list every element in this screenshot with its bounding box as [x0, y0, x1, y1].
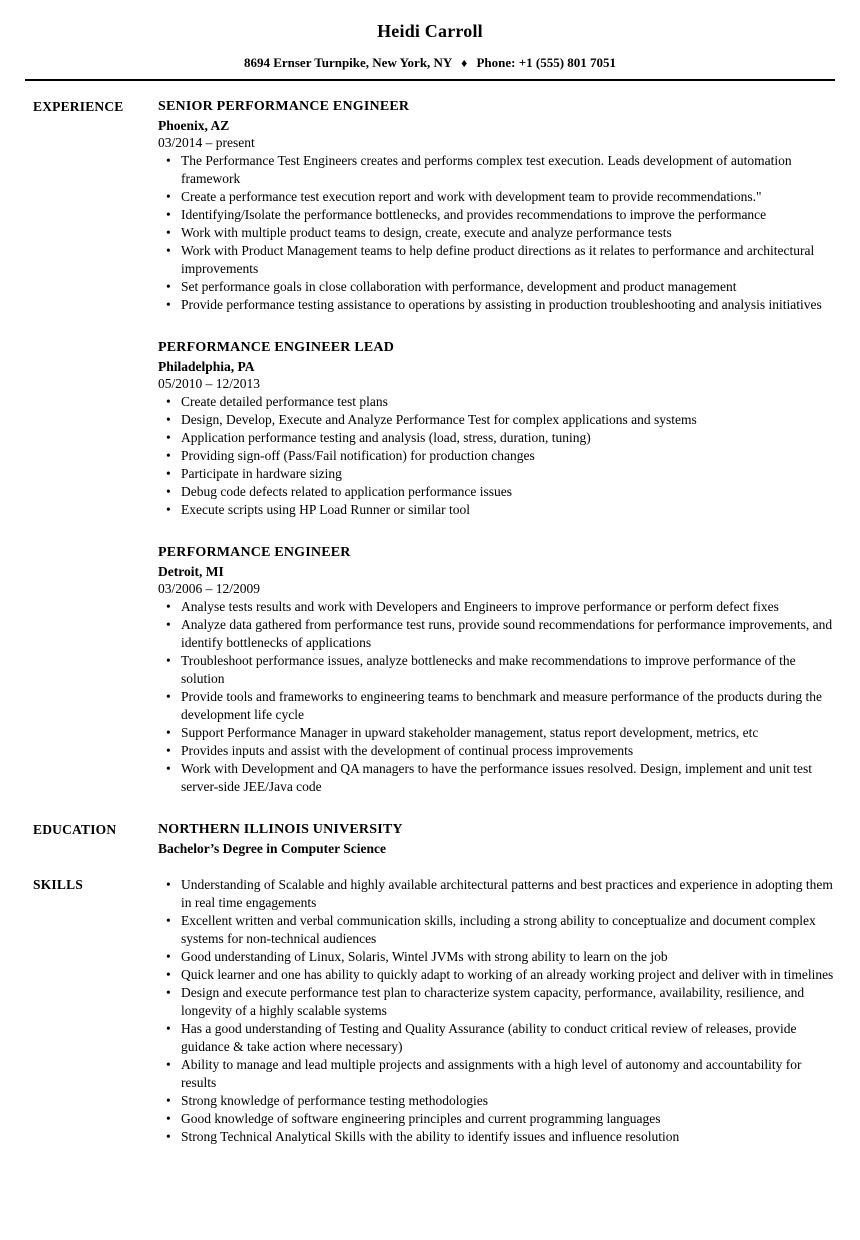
education-content [158, 820, 835, 858]
job-bullet-list [158, 393, 835, 519]
job-dates: 03/2006 – 12/2009 [158, 581, 261, 596]
job-entry-performance-engineer-lead [158, 338, 835, 519]
bullet-item: • Application performance testing and analysis (load, stress, duration, tuning) [158, 429, 835, 447]
bullet-item: • Participate in hardware sizing [158, 465, 835, 483]
bullet-item: • Troubleshoot performance issues, analyze bottlenecks and make recommendations to improve performance of the solution [158, 652, 835, 688]
bullet-item: • Understanding of Scalable and highly available architectural patterns and best practices and experience in adopting them in real time engagements [158, 876, 835, 912]
bullet-item: • Design and execute performance test plan to characterize system capacity, performance, availability, resilience, and longevity of a highly scalable systems [158, 984, 835, 1020]
bullet-item: • Provide tools and frameworks to engineering teams to benchmark and measure performance of the products during the development life cycle [158, 688, 835, 724]
job-location: Philadelphia, PA [158, 359, 255, 374]
bullet-item: • Good knowledge of software engineering principles and current programming languages [158, 1110, 835, 1128]
job-location: Phoenix, AZ [158, 118, 230, 133]
experience-section-label: EXPERIENCE [33, 99, 124, 114]
job-dates: 03/2014 – present [158, 135, 255, 150]
skills-content [158, 875, 835, 1146]
bullet-item: • Create detailed performance test plans [158, 393, 835, 411]
bullet-item: • Provides inputs and assist with the development of continual process improvements [158, 742, 835, 760]
bullet-item: • Strong Technical Analytical Skills with the ability to identify issues and influence resolution [158, 1128, 835, 1146]
bullet-item: • Analyse tests results and work with Developers and Engineers to improve performance or perform defect fixes [158, 598, 835, 616]
bullet-item: • Execute scripts using HP Load Runner or similar tool [158, 501, 835, 519]
bullet-item: • Work with multiple product teams to design, create, execute and analyze performance tests [158, 224, 835, 242]
education-section-label: EDUCATION [33, 822, 117, 837]
contact-line [25, 54, 835, 72]
bullet-item: • Support Performance Manager in upward stakeholder management, status report development, metrics, etc [158, 724, 835, 742]
job-title: PERFORMANCE ENGINEER [158, 545, 351, 560]
bullet-item: • Excellent written and verbal communication skills, including a strong ability to conceptualize and document complex systems for non-technical audiences [158, 912, 835, 948]
bullet-item: • Create a performance test execution report and work with development team to provide recommendations." [158, 188, 835, 206]
bullet-item: • The Performance Test Engineers creates and performs complex test execution. Leads development of automation framework [158, 152, 835, 188]
skills-bullet-list [158, 876, 835, 1146]
contact-address: 8694 Ernser Turnpike, New York, NY [243, 55, 452, 70]
bullet-item: • Good understanding of Linux, Solaris, Wintel JVMs with strong ability to learn on the job [158, 948, 835, 966]
bullet-item: • Provide performance testing assistance to operations by assisting in production troubleshooting and analysis initiatives [158, 296, 835, 314]
bullet-item: • Design, Develop, Execute and Analyze Performance Test for complex applications and systems [158, 411, 835, 429]
bullet-item: • Work with Development and QA managers to have the performance issues resolved. Design, implement and unit test server-side JEE/Java code [158, 760, 835, 796]
skills-section-label: SKILLS [33, 877, 83, 892]
education-section [0, 820, 860, 858]
experience-section [0, 97, 860, 796]
education-degree: Bachelor’s Degree in Computer Science [158, 841, 386, 856]
skills-section [0, 875, 860, 1146]
resume-name: Heidi Carroll [377, 21, 483, 41]
job-entry-performance-engineer [158, 543, 835, 796]
bullet-item: • Providing sign-off (Pass/Fail notification) for production changes [158, 447, 835, 465]
contact-phone: Phone: +1 (555) 801 7051 [476, 55, 617, 70]
experience-content [158, 97, 835, 796]
bullet-item: • Quick learner and one has ability to quickly adapt to working of an already working project and deliver with in timelines [158, 966, 835, 984]
resume-header [25, 20, 835, 81]
bullet-item: • Identifying/Isolate the performance bottlenecks, and provides recommendations to improve the performance [158, 206, 835, 224]
education-school: NORTHERN ILLINOIS UNIVERSITY [158, 822, 403, 837]
bullet-item: • Strong knowledge of performance testing methodologies [158, 1092, 835, 1110]
bullet-item: • Analyze data gathered from performance test runs, provide sound recommendations for performance improvements, and identify bottlenecks of applications [158, 616, 835, 652]
job-dates: 05/2010 – 12/2013 [158, 376, 261, 391]
job-title: PERFORMANCE ENGINEER LEAD [158, 340, 395, 355]
bullet-item: • Debug code defects related to application performance issues [158, 483, 835, 501]
diamond-icon: ♦ [461, 56, 468, 70]
bullet-item: • Set performance goals in close collaboration with performance, development and product management [158, 278, 835, 296]
header-rule [25, 79, 835, 81]
bullet-item: • Has a good understanding of Testing and Quality Assurance (ability to conduct critical review of releases, provide guidance & take action where necessary) [158, 1020, 835, 1056]
job-bullet-list [158, 152, 835, 314]
job-title: SENIOR PERFORMANCE ENGINEER [158, 99, 410, 114]
job-entry-senior-performance-engineer [158, 97, 835, 314]
job-bullet-list [158, 598, 835, 796]
job-location: Detroit, MI [158, 564, 224, 579]
bullet-item: • Work with Product Management teams to help define product directions as it relates to performance and architectural improvements [158, 242, 835, 278]
bullet-item: • Ability to manage and lead multiple projects and assignments with a high level of autonomy and accountability for results [158, 1056, 835, 1092]
